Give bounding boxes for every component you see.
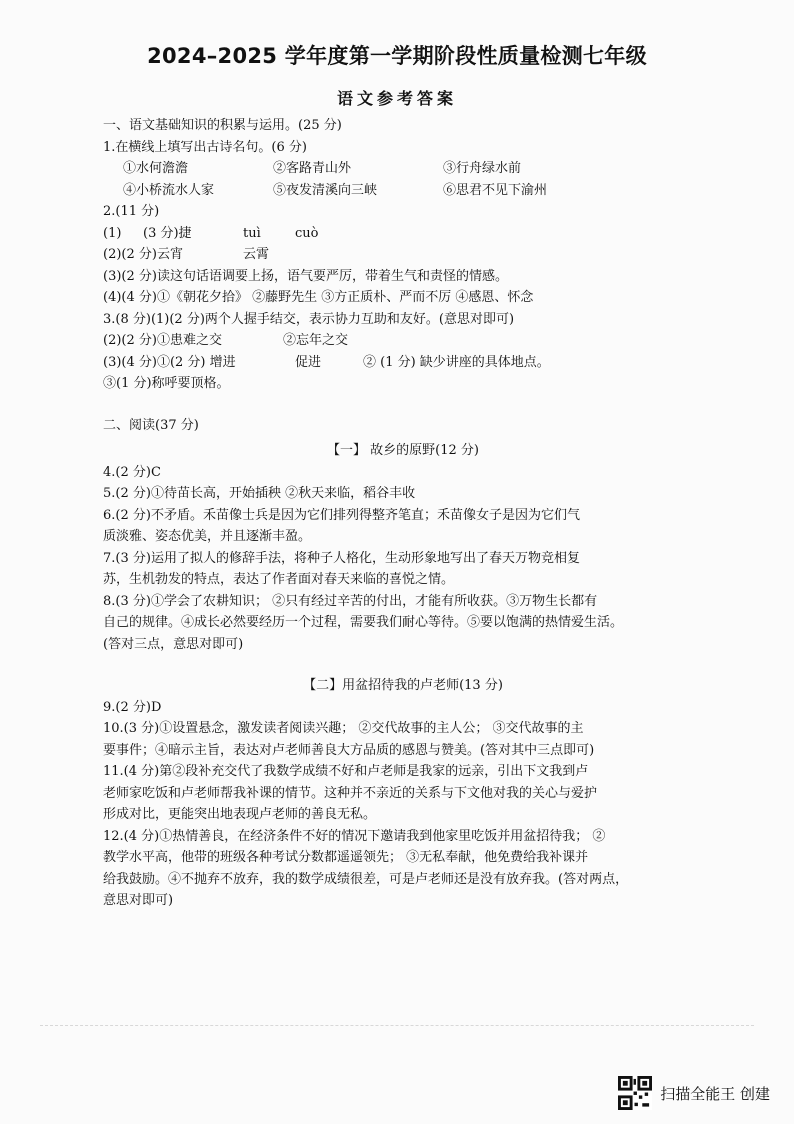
answer-line: 9.(2 分)D — [103, 699, 162, 715]
q1-answer-2: ②客路青山外 — [273, 161, 352, 176]
q1-answer-1: ①水何澹澹 — [123, 161, 189, 176]
q3-part3-a: (3)(4 分)①(2 分) 增进 — [103, 354, 236, 370]
q1-answer-4: ④小桥流水人家 — [123, 182, 215, 198]
page-footer-divider — [40, 1025, 754, 1026]
q2-part1-score: (3 分)捷 — [143, 225, 192, 241]
answer-line: 10.(3 分)①设置悬念，激发读者阅读兴趣； ②交代故事的主人公； ③交代故事的主 — [103, 721, 584, 736]
answer-line: 12.(4 分)①热情善良，在经济条件不好的情况下邀请我到他家里吃饭并用盆招待我； ② — [103, 828, 606, 844]
q2-part1-pinyin-b: cuò — [295, 225, 319, 241]
part1-answers — [103, 462, 703, 656]
answer-line: 自己的规律。④成长必然要经历一个过程，需要我们耐心等待。⑤要以饱满的热情爱生活。 — [103, 615, 624, 630]
answer-line: 教学水平高，他带的班级各种考试分数都遥遥领先； ③无私奉献，他免费给我补课并 — [103, 850, 589, 865]
page-subtitle: 语文参考答案 — [336, 89, 457, 108]
q2-part3: (3)(2 分)读这句话语调要上扬，语气要严厉，带着生气和责怪的情感。 — [103, 268, 508, 284]
q3-part2-a: (2)(2 分)①患难之交 — [103, 333, 222, 348]
part2-title: 【二】用盆招待我的卢老师(13 分) — [303, 678, 503, 693]
page-title: 2024–2025 学年度第一学期阶段性质量检测七年级 — [147, 44, 647, 68]
scanner-brand-text: 扫描全能王 创建 — [660, 1084, 770, 1103]
answer-line: 给我鼓励。④不抛弃不放弃，我的数学成绩很差，可是卢老师还是没有放弃我。(答对两点， — [103, 871, 629, 887]
q2-part2-label: (2)(2 分)云宵 — [103, 247, 183, 262]
q3-part3-d: ③(1 分)称呼要顶格。 — [103, 376, 230, 391]
answer-content — [103, 115, 703, 912]
section1-heading: 一、语文基础知识的积累与运用。(25 分) — [103, 118, 342, 133]
q1-stem: 1.在横线上填写出古诗名句。(6 分) — [103, 139, 307, 155]
q1-answers-row1 — [103, 158, 703, 180]
answer-line: 形成对比，更能突出地表现卢老师的善良无私。 — [103, 807, 377, 822]
section2-heading: 二、阅读(37 分) — [103, 417, 199, 433]
q1-answer-6: ⑥思君不见下渝州 — [443, 182, 548, 198]
answer-line: 6.(2 分)不矛盾。禾苗像士兵是因为它们排列得整齐笔直；禾苗像女子是因为它们气 — [103, 507, 580, 523]
answer-line: 要事件；④暗示主旨，表达对卢老师善良大方品质的感恩与赞美。(答对其中三点即可) — [103, 742, 595, 758]
scanner-watermark — [618, 1075, 770, 1111]
q2-part2-correction: 云霄 — [243, 247, 270, 262]
q2-part2 — [103, 244, 703, 266]
q3-part2-b: ②忘年之交 — [283, 333, 349, 348]
q2-part1-pinyin-a: tuì — [243, 225, 261, 241]
q2-part1 — [103, 223, 703, 245]
q2-part1-label: (1) — [103, 225, 122, 241]
q1-answer-3: ③行舟绿水前 — [443, 161, 522, 176]
q2-part4: (4)(4 分)①《朝花夕拾》 ②藤野先生 ③方正质朴、严而不厉 ④感恩、怀念 — [103, 290, 534, 305]
answer-line: 5.(2 分)①待苗长高，开始插秧 ②秋天来临，稻谷丰收 — [103, 486, 416, 501]
answer-line: 质淡雅、姿态优美，并且逐渐丰盈。 — [103, 529, 312, 544]
q3-part3-b: 促进 — [295, 354, 322, 370]
q3-part2 — [103, 330, 703, 352]
q3-part3-c: ② (1 分) 缺少讲座的具体地点。 — [363, 354, 550, 370]
answer-line: 4.(2 分)C — [103, 464, 161, 480]
answer-line: 苏，生机勃发的特点，表达了作者面对春天来临的喜悦之情。 — [103, 572, 455, 587]
answer-line: (答对三点，意思对即可) — [103, 636, 244, 652]
q1-answers-row2 — [103, 180, 703, 202]
q2-stem: 2.(11 分) — [103, 204, 160, 219]
q1-answer-5: ⑤夜发清溪向三峡 — [273, 182, 378, 198]
answer-line: 7.(3 分)运用了拟人的修辞手法，将种子人格化，生动形象地写出了春天万物竞相复 — [103, 550, 580, 566]
answer-line: 意思对即可) — [103, 893, 174, 908]
part2-answers — [103, 697, 703, 912]
answer-line: 11.(4 分)第②段补充交代了我数学成绩不好和卢老师是我家的远亲，引出下文我到卢 — [103, 764, 589, 779]
qr-code-icon — [618, 1076, 652, 1110]
answer-line: 8.(3 分)①学会了农耕知识； ②只有经过辛苦的付出，才能有所收获。③万物生长都有 — [103, 593, 598, 609]
q3-part3 — [103, 352, 703, 374]
part1-title: 【一】 故乡的原野(12 分) — [327, 443, 479, 458]
answer-line: 老师家吃饭和卢老师帮我补课的情节。这种并不亲近的关系与下文他对我的关心与爱护 — [103, 785, 598, 801]
q3-stem: 3.(8 分)(1)(2 分)两个人握手结交，表示协力互助和友好。(意思对即可) — [103, 311, 515, 327]
